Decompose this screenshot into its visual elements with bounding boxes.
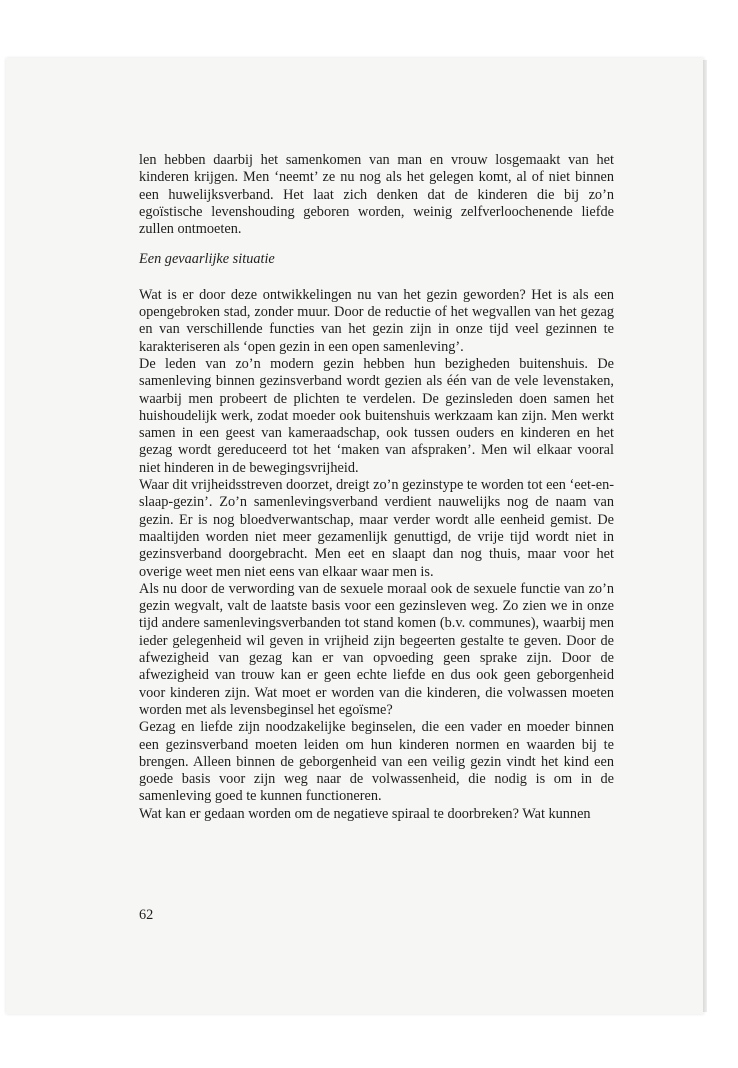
paragraph: Waar dit vrijheidsstreven doorzet, dreigt zo’n gezinstype te worden tot een ‘eet-en-slaap-gezin’. Zo’n samenlevingsverband verdient nauwelijks nog de naam van gezin. Er is nog bloedverwantschap, maar verder wordt alle eenheid gemist. De maaltijden worden niet meer gezamenlijk genuttigd, de vrije tijd wordt niet in gezinsverband doorgebracht. Men eet en slaapt dan nog thuis, maar voor het overige weet men niet eens van elkaar waar men is. — [139, 477, 614, 580]
page-edge — [703, 60, 707, 1012]
paragraph: De leden van zo’n modern gezin hebben hun bezigheden buitenshuis. De samenleving binnen gezinsverband wordt gezien als één van de vele levenstaken, waarbij men probeert de plichten te verdelen. De gezinsleden doen samen het huishoudelijk werk, zodat moeder ook buitenshuis werkzaam kan zijn. Men werkt samen in een geest van kameraadschap, ook tussen ouders en kinderen en het gezag wordt gereduceerd tot het ‘maken van afspraken’. Men wil elkaar vooral niet hinderen in de bewegingsvrijheid. — [139, 355, 614, 476]
text-block — [139, 152, 614, 823]
paragraph: Gezag en liefde zijn noodzakelijke beginselen, die een vader en moeder binnen een gezinsverband moeten leiden om hun kinderen normen en waarden bij te brengen. Alleen binnen de geborgenheid van een veilig gezin vindt het kind een goede basis voor zijn weg naar de volwassenheid, die nodig is om in de samenleving goed te kunnen functioneren. — [139, 719, 614, 805]
paragraph: Wat kan er gedaan worden om de negatieve spiraal te doorbreken? Wat kunnen — [139, 805, 591, 822]
page-number: 62 — [139, 907, 154, 923]
paragraph: Als nu door de verwording van de sexuele moraal ook de sexuele functie van zo’n gezin wegvalt, valt de laatste basis voor een gezinsleven weg. Zo zien we in onze tijd andere samenlevingsverbanden tot stand komen (b.v. communes), waarbij men ieder gelegenheid wil geven in vrijheid zijn begeerten gestalte te geven. Door de afwezigheid van gezag kan er van opvoeding geen sprake zijn. Door de afwezigheid van trouw kan er geen echte liefde en dus ook geen geborgenheid voor kinderen zijn. Wat moet er worden van die kinderen, die volwassen moeten worden met als levensbeginsel het egoïsme? — [139, 580, 614, 718]
paragraph-intro: len hebben daarbij het samenkomen van man en vrouw losgemaakt van het kinderen krijgen. Men ‘neemt’ ze nu nog als het gelegen komt, al of niet binnen een huwelijksverband. Het laat zich denken dat de kinderen die bij zo’n egoïstische levenshouding geboren worden, weinig zelfverloochenende liefde zullen ontmoeten. — [139, 152, 614, 238]
section-heading: Een gevaarlijke situatie — [139, 251, 275, 268]
paragraph: Wat is er door deze ontwikkelingen nu van het gezin geworden? Het is als een opengebroken stad, zonder muur. Door de reductie of het wegvallen van het gezag en van verschillende functies van het gezin zijn in onze tijd veel gezinnen te karakteriseren als ‘open gezin in een open samenleving’. — [139, 286, 614, 355]
